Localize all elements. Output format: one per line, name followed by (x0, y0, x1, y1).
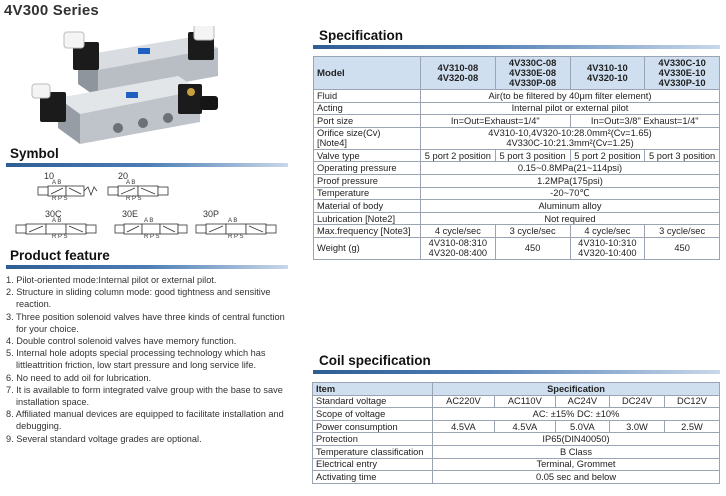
coil-row-value: 5.0VA (555, 420, 609, 433)
spec-model-col-4 (645, 57, 720, 90)
model-name: 4V310-10 (587, 62, 628, 73)
weight-line: 4V320-10:400 (578, 248, 637, 259)
orifice-value-line: 4V310-10,4V320-10:28.0mm²(Cv=1.65) (488, 127, 652, 138)
spec-row-value: 4 cycle/sec (421, 225, 496, 238)
spec-row-max-frequency (314, 225, 720, 238)
spec-row-valve-type (314, 149, 720, 162)
spec-row-port-size (314, 115, 720, 128)
spec-row-weight (314, 237, 720, 259)
spec-row-value (421, 127, 720, 149)
coil-row-scope-voltage (313, 408, 720, 421)
spec-row-value: In=Out=Exhaust=1/4" (421, 115, 571, 128)
spec-row-label: Operating pressure (314, 162, 421, 175)
coil-row-value: DC12V (664, 395, 719, 408)
coil-spec-label: Specification (433, 383, 720, 396)
symbol-ports-top-30e: A B (144, 218, 154, 224)
symbol-10-diagram (34, 180, 100, 206)
spec-model-col-1 (421, 57, 496, 90)
spec-row-value: 5 port 2 position (570, 149, 645, 162)
spec-row-label: Material of body (314, 200, 421, 213)
spec-row-value: 450 (495, 237, 570, 259)
coil-row-power (313, 420, 720, 433)
specification-section-title: Specification (319, 28, 404, 43)
spec-row-value: 4 cycle/sec (570, 225, 645, 238)
spec-row-lubrication (314, 212, 720, 225)
symbol-ports-top-30c: A B (52, 218, 62, 224)
spec-row-material (314, 200, 720, 213)
coil-row-label: Activating time (313, 471, 433, 484)
spec-row-label: Weight (g) (314, 237, 421, 259)
symbol-ports-bottom-30p: R P S (228, 234, 244, 240)
coil-section-bar (313, 370, 720, 374)
symbol-ports-bottom-30e: R P S (144, 234, 160, 240)
spec-row-label: Lubrication [Note2] (314, 212, 421, 225)
spec-row-operating-pressure (314, 162, 720, 175)
feature-item: 3. Three position solenoid valves have three kinds of central function for your choice. (6, 311, 285, 334)
coil-row-value: B Class (433, 445, 720, 458)
spec-row-value: 450 (645, 237, 720, 259)
feature-item: 2. Structure in sliding column mode: good tightness and sensitive reaction. (6, 287, 271, 310)
spec-row-value: Aluminum alloy (421, 200, 720, 213)
spec-row-orifice (314, 127, 720, 149)
orifice-note-line: [Note4] (317, 138, 347, 149)
coil-row-activating-time (313, 471, 720, 484)
symbol-label-30e: 30E (122, 209, 139, 219)
spec-model-col-2 (495, 57, 570, 90)
series-title: 4V300 Series (4, 2, 99, 19)
model-name: 4V310-08 (437, 62, 479, 73)
spec-row-label: Port size (314, 115, 421, 128)
spec-row-temperature (314, 187, 720, 200)
coil-row-value: DC24V (609, 395, 664, 408)
model-name: 4V320-10 (587, 72, 628, 83)
spec-row-label: Acting (314, 102, 421, 115)
coil-row-label: Temperature classification (313, 445, 433, 458)
coil-section-title: Coil specification (319, 353, 431, 368)
model-name: 4V320-08 (437, 72, 479, 83)
model-name: 4V330E-10 (658, 67, 706, 78)
coil-item-label: Item (313, 383, 433, 396)
symbol-label-30p: 30P (203, 209, 220, 219)
coil-row-value: 4.5VA (433, 420, 495, 433)
valve-front (32, 76, 218, 144)
feature-item: 8. Affiliated manual devices are equipped to facilitate installation and debugging. (6, 409, 284, 432)
model-name: 4V330P-08 (509, 77, 557, 88)
symbol-ports-top-30p: A B (228, 218, 238, 224)
coil-row-value: AC: ±15% DC: ±10% (433, 408, 720, 421)
symbol-20-diagram (104, 180, 174, 206)
spec-row-label (314, 127, 421, 149)
spec-row-value: 0.15~0.8MPa(21~114psi) (421, 162, 720, 175)
orifice-value-line: 4V330C-10:21.3mm²(Cv=1.25) (506, 138, 634, 149)
spec-row-label: Valve type (314, 149, 421, 162)
feature-item: 4. Double control solenoid valves have memory function. (6, 336, 237, 347)
coil-row-label: Protection (313, 433, 433, 446)
coil-row-value: 4.5VA (494, 420, 555, 433)
spec-row-value: -20~70℃ (421, 187, 720, 200)
coil-row-label: Scope of voltage (313, 408, 433, 421)
feature-list (6, 274, 288, 445)
coil-row-temp-class (313, 445, 720, 458)
coil-row-electrical-entry (313, 458, 720, 471)
spec-row-value: Air(to be filtered by 40μm filter element) (421, 90, 720, 103)
spec-row-value: 1.2MPa(175psi) (421, 174, 720, 187)
weight-line: 4V320-08:400 (428, 248, 488, 259)
spec-row-value: 5 port 3 position (645, 149, 720, 162)
spec-row-value (421, 237, 496, 259)
coil-specification-table (312, 382, 720, 484)
spec-row-fluid (314, 90, 720, 103)
coil-row-protection (313, 433, 720, 446)
spec-row-value: 3 cycle/sec (645, 225, 720, 238)
symbol-label-30c: 30C (45, 209, 62, 219)
model-name: 4V330C-10 (658, 57, 706, 68)
feature-item: 9. Several standard voltage grades are optional. (6, 433, 202, 444)
coil-row-value: AC110V (494, 395, 555, 408)
coil-row-label: Standard voltage (313, 395, 433, 408)
spec-row-value: 5 port 3 position (495, 149, 570, 162)
spec-row-proof-pressure (314, 174, 720, 187)
spec-row-value (570, 237, 645, 259)
symbol-ports-bottom-20: R P S (126, 196, 142, 202)
symbol-ports-top-10: A B (52, 180, 62, 186)
spec-model-col-3 (570, 57, 645, 90)
coil-row-value: 0.05 sec and below (433, 471, 720, 484)
spec-row-label: Fluid (314, 90, 421, 103)
symbol-label-10: 10 (44, 171, 55, 181)
weight-line: 4V310-08:310 (428, 237, 488, 248)
spec-row-label: Max.frequency [Note3] (314, 225, 421, 238)
symbol-section-title: Symbol (10, 146, 59, 161)
symbol-section-bar (6, 163, 288, 167)
coil-row-value: AC220V (433, 395, 495, 408)
coil-row-value: AC24V (555, 395, 609, 408)
model-name: 4V330C-08 (508, 57, 557, 68)
spec-row-value: 3 cycle/sec (495, 225, 570, 238)
product-feature-section-title: Product feature (10, 248, 110, 263)
coil-row-value: Terminal, Grommet (433, 458, 720, 471)
coil-row-label: Electrical entry (313, 458, 433, 471)
spec-row-acting (314, 102, 720, 115)
feature-item: 5. Internal hole adopts special processing technology which has littleattrition friction, low start pressure and long service life. (6, 348, 266, 371)
feature-item: 7. It is available to form integrated valve group with the base to save installation space. (6, 384, 283, 408)
specification-section-bar (313, 45, 720, 49)
spec-row-label: Proof pressure (314, 174, 421, 187)
spec-row-value: Not required (421, 212, 720, 225)
spec-header-row (314, 57, 720, 90)
symbol-label-20: 20 (118, 171, 129, 181)
spec-model-label: Model (314, 57, 421, 90)
product-feature-section-bar (6, 265, 288, 269)
orifice-label-line: Orifice size(Cv) (317, 127, 381, 138)
symbol-ports-bottom-30c: R P S (52, 234, 68, 240)
specification-table (313, 56, 720, 260)
weight-line: 4V310-10:310 (578, 237, 637, 248)
coil-row-value: 3.0W (609, 420, 664, 433)
coil-row-value: IP65(DIN40050) (433, 433, 720, 446)
model-name: 4V330P-10 (658, 77, 706, 88)
spec-row-value: 5 port 2 position (421, 149, 496, 162)
valve-product-photo (28, 26, 240, 144)
model-name: 4V330E-08 (509, 67, 557, 78)
spec-row-label: Temperature (314, 187, 421, 200)
symbol-ports-bottom-10: R P S (52, 196, 68, 202)
feature-item: 1. Pilot-oriented mode:Internal pilot or external pilot. (6, 275, 217, 285)
spec-row-value: Internal pilot or external pilot (421, 102, 720, 115)
coil-row-value: 2.5W (664, 420, 719, 433)
coil-row-standard-voltage (313, 395, 720, 408)
coil-row-label: Power consumption (313, 420, 433, 433)
feature-item: 6. No need to add oil for lubrication. (6, 372, 152, 383)
spec-row-value: In=Out=3/8" Exhaust=1/4" (570, 115, 720, 128)
symbol-ports-top-20: A B (126, 180, 136, 186)
coil-header-row (313, 383, 720, 396)
